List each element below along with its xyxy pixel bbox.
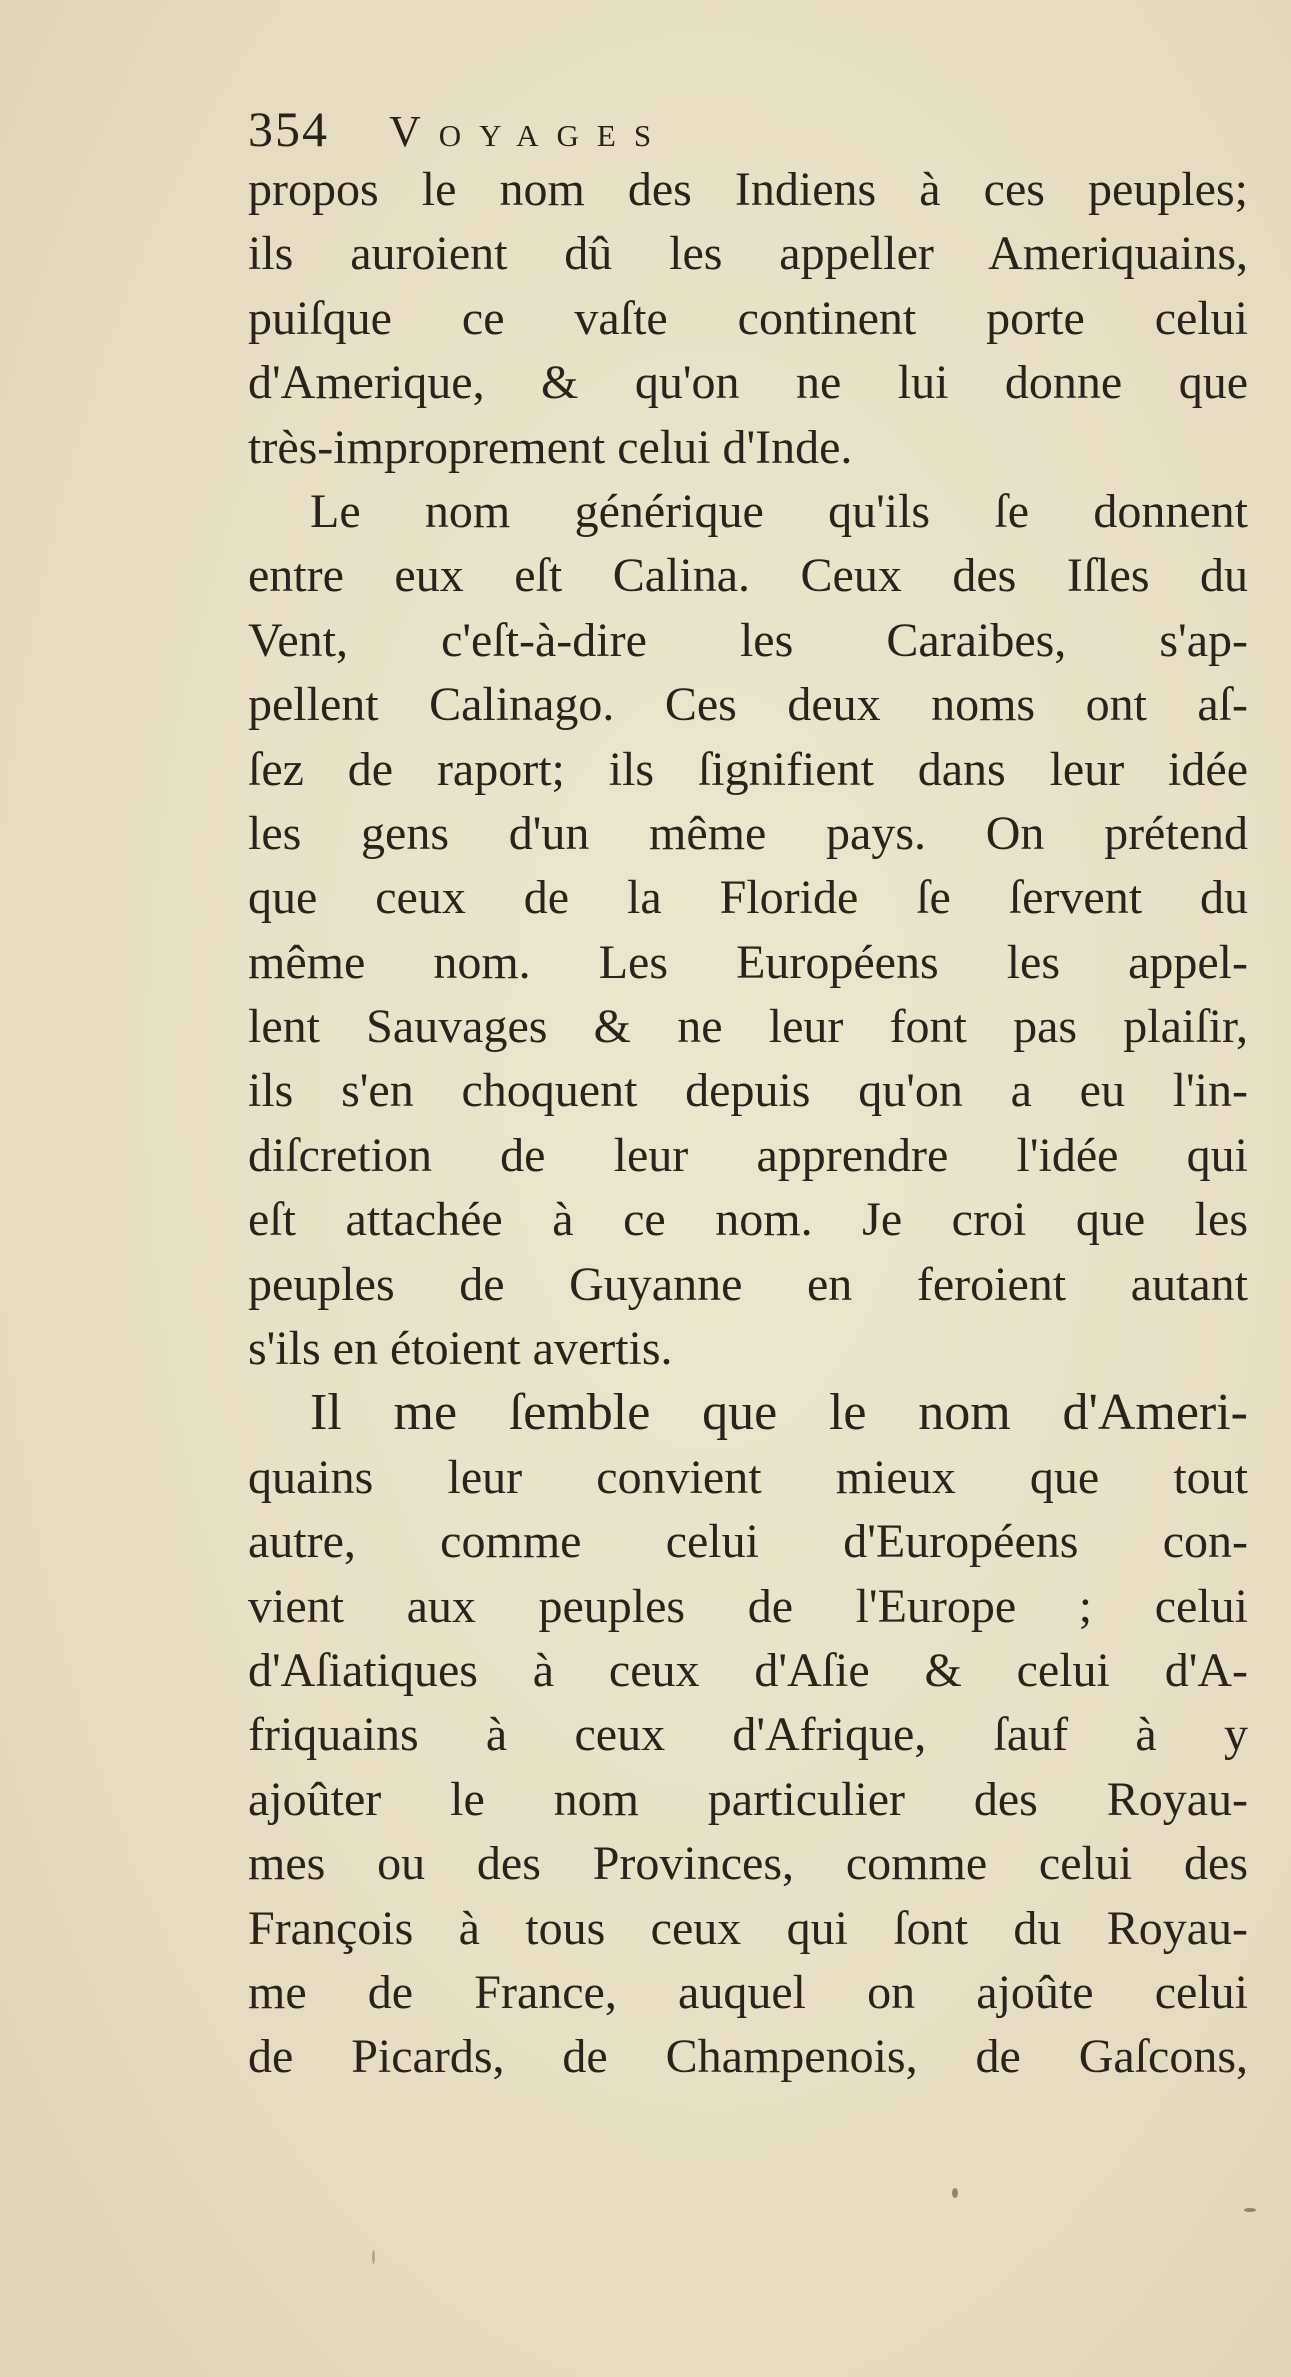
text-line: propos le nom des Indiens à ces peuples; <box>248 163 1248 216</box>
text-line: autre, comme celui d'Européens con- <box>248 1515 1248 1569</box>
page-header <box>248 100 669 160</box>
text-line: ils s'en choquent depuis qu'on a eu l'in- <box>248 1064 1248 1118</box>
text-line: même nom. Les Européens les appel- <box>248 935 1248 989</box>
page-number: 354 <box>248 101 329 157</box>
text-line: que ceux de la Floride ſe ſervent du <box>248 871 1248 925</box>
text-line: friquains à ceux d'Afrique, ſauf à y <box>248 1708 1248 1762</box>
text-line: Le nom générique qu'ils ſe donnent <box>310 484 1248 538</box>
text-line: me de France, auquel on ajoûte celui <box>248 1965 1248 2019</box>
text-line: ajoûter le nom particulier des Royau- <box>248 1772 1248 1826</box>
body-text <box>248 158 1248 2090</box>
ink-spot <box>1244 2208 1256 2212</box>
text-line: diſcretion de leur apprendre l'idée qui <box>248 1128 1248 1182</box>
ink-spot <box>372 2250 375 2264</box>
text-line: mes ou des Provinces, comme celui des <box>248 1837 1248 1891</box>
text-line: d'Amerique, & qu'on ne lui donne que <box>248 356 1248 410</box>
text-line: très-improprement celui d'Inde. <box>248 420 853 474</box>
text-line: pellent Calinago. Ces deux noms ont aſ- <box>248 678 1248 732</box>
text-line: peuples de Guyanne en feroient autant <box>248 1257 1248 1311</box>
text-line: d'Aſiatiques à ceux d'Aſie & celui d'A- <box>248 1643 1248 1697</box>
text-line: de Picards, de Champenois, de Gaſcons, <box>248 2030 1248 2084</box>
text-line: quains leur convient mieux que tout <box>248 1450 1248 1504</box>
ink-spot <box>952 2188 958 2198</box>
text-line: ſez de raport; ils ſignifient dans leur idée <box>248 742 1248 796</box>
text-line: lent Sauvages & ne leur font pas plaiſir, <box>248 1000 1248 1054</box>
running-head: Voyages <box>389 107 670 156</box>
text-line: François à tous ceux qui ſont du Royau- <box>248 1901 1248 1955</box>
text-line: puiſque ce vaſte continent porte celui <box>248 291 1248 345</box>
text-line: les gens d'un même pays. On prétend <box>248 806 1248 860</box>
text-line: vient aux peuples de l'Europe ; celui <box>248 1579 1248 1633</box>
text-line: entre eux eſt Calina. Ceux des Iſles du <box>248 549 1248 603</box>
text-line: eſt attachée à ce nom. Je croi que les <box>248 1193 1248 1247</box>
text-line: Il me ſemble que le nom d'Ameri- <box>310 1384 1248 1442</box>
text-line: s'ils en étoient avertis. <box>248 1322 673 1376</box>
text-line: Vent, c'eſt-à-dire les Caraibes, s'ap- <box>248 613 1248 667</box>
text-line: ils auroient dû les appeller Ameriquains, <box>248 227 1248 281</box>
